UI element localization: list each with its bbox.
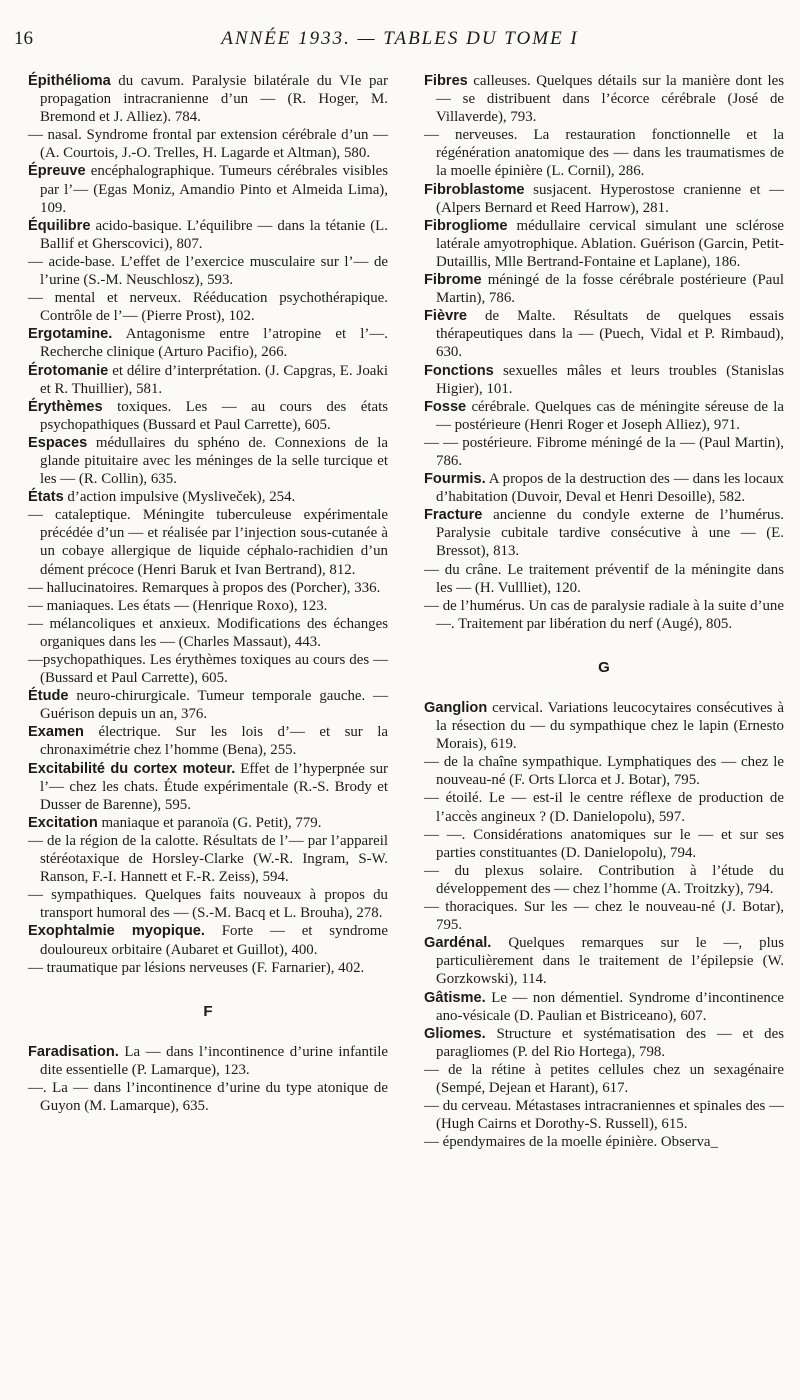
entry-text: acido-basique. L’équilibre — dans la tétanie (L. Ballif et Gherscovici), 807.	[40, 217, 388, 252]
index-entry	[28, 651, 388, 687]
index-entry	[424, 181, 784, 217]
index-entry	[28, 325, 388, 361]
entry-headword: Fourmis.	[424, 471, 486, 488]
entry-headword: Fibres	[424, 73, 468, 89]
entry-headword: Examen	[28, 724, 84, 741]
index-entry	[28, 434, 388, 488]
entry-text: — mental et nerveux. Rééducation psychothérapique. Contrôle de l’— (Pierre Prost), 102.	[28, 290, 388, 325]
running-title: ANNÉE 1933. — TABLES DU TOME I	[221, 28, 579, 49]
entry-text: calleuses. Quelques détails sur la manière dont les — se distribuent dans l’écorce cérébrale (José de Villaverde), 793.	[436, 73, 784, 126]
entry-text: — maniaques. Les états — (Henrique Roxo), 123.	[28, 597, 328, 614]
entry-text: Forte — et syndrome douloureux orbitaire (Aubaret et Guillot), 400.	[40, 923, 388, 958]
entry-headword: Exophtalmie myopique.	[28, 923, 205, 940]
entry-text: d’action impulsive (Mysliveček), 254.	[63, 489, 296, 506]
entry-headword: Fonctions	[424, 362, 494, 379]
section-letter: G	[598, 658, 610, 676]
entry-text: toxiques. Les — au cours des états psychopathiques (Bussard et Paul Carrette), 605.	[40, 398, 388, 433]
index-entry	[28, 1043, 388, 1079]
entry-text: — de l’humérus. Un cas de paralysie radiale à la suite d’une —. Traitement par libération du nerf (Augé), 805.	[424, 597, 784, 632]
entry-text: —psychopathiques. Les érythèmes toxiques au cours des — (Bussard et Paul Carrette), 605.	[28, 652, 388, 687]
entry-text: — mélancoliques et anxieux. Modifications des échanges organiques dans les — (Charles Massaut), 443.	[28, 615, 388, 650]
index-entry	[28, 832, 388, 886]
entry-text: encéphalographique. Tumeurs cérébrales visibles par l’— (Egas Moniz, Amandio Pinto et Almeida Lima), 109.	[40, 163, 388, 216]
entry-text: Le — non démentiel. Syndrome d’incontinence ano-vésicale (D. Paulian et Bistriceano), 607.	[436, 989, 784, 1024]
entry-headword: Espaces	[28, 434, 88, 451]
index-entry	[424, 506, 784, 560]
index-entry	[28, 506, 388, 578]
index-entry	[28, 289, 388, 325]
index-entry	[424, 362, 784, 398]
entry-headword: Épithélioma	[28, 73, 111, 89]
index-entry	[424, 561, 784, 597]
index-entry	[28, 615, 388, 651]
index-entry	[424, 72, 784, 126]
entry-text: — traumatique par lésions nerveuses (F. Farnarier), 402.	[28, 959, 365, 976]
index-entry	[424, 1061, 784, 1097]
index-entry	[28, 760, 388, 814]
index-entry	[28, 597, 388, 615]
entry-text: neuro-chirurgicale. Tumeur temporale gauche. — Guérison depuis un an, 376.	[40, 688, 388, 723]
entry-text: — du cerveau. Métastases intracraniennes et spinales des — (Hugh Cairns et Dorothy-S. Russell), 615.	[424, 1098, 784, 1133]
page-header	[0, 28, 800, 58]
entry-headword: Faradisation.	[28, 1043, 119, 1060]
entry-headword: Gliomes.	[424, 1025, 486, 1042]
entry-text: — de la région de la calotte. Résultats de l’— par l’appareil stéréotaxique de Horsley-Clarke (W.-R. Ingram, S-W. Ranson, F.-I. Hannett et F.-R. Zeiss), 594.	[28, 832, 388, 886]
index-entry	[28, 687, 388, 723]
index-entry	[28, 814, 388, 832]
entry-text: La — dans l’incontinence d’urine infantile dite essentielle (P. Lamarque), 123.	[40, 1043, 388, 1078]
entry-headword: Érotomanie	[28, 362, 109, 379]
index-entry	[424, 699, 784, 753]
entry-text: — hallucinatoires. Remarques à propos des (Porcher), 336.	[28, 579, 381, 596]
entry-headword: Fibrome	[424, 272, 482, 289]
entry-text: ancienne du condyle externe de l’humérus. Paralysie cubitale tardive consécutive à une — (E. Bressot), 813.	[436, 507, 784, 560]
index-entry	[424, 597, 784, 633]
index-entry	[28, 1079, 388, 1115]
page-number: 16	[14, 28, 33, 49]
entry-text: — — postérieure. Fibrome méningé de la — (Paul Martin), 786.	[424, 434, 784, 469]
entry-text: — —. Considérations anatomiques sur le — et sur ses parties constituantes (D. Danielopolu), 794.	[424, 826, 784, 861]
entry-text: médullaires du sphéno de. Connexions de la glande pituitaire avec les méninges de la selle turcique et les — (R. Collin), 635.	[40, 434, 388, 488]
entry-headword: Équilibre	[28, 217, 91, 234]
index-entry	[424, 398, 784, 434]
entry-text: — de la chaîne sympathique. Lymphatiques des — chez le nouveau-né (F. Orts Llorca et J. Botar), 795.	[424, 754, 784, 789]
entry-text: A propos de la destruction des — dans les locaux d’habitation (Duvoir, Deval et Henri Desoille), 582.	[436, 471, 784, 506]
entry-headword: Fracture	[424, 507, 483, 524]
entry-text: méningé de la fosse cérébrale postérieure (Paul Martin), 786.	[436, 272, 784, 307]
entry-text: de Malte. Résultats de quelques essais thérapeutiques dans la — (Puech, Vidal et P. Rimbaud), 630.	[436, 308, 784, 361]
index-entry	[424, 898, 784, 934]
entry-text: du cavum. Paralysie bilatérale du VIe par propagation intracranienne d’un — (R. Hoger, M. Bremond et J. Alliez). 784.	[40, 73, 388, 126]
entry-headword: Étude	[28, 688, 69, 705]
entry-text: et délire d’interprétation. (J. Capgras, E. Joaki et R. Thuillier), 581.	[40, 362, 388, 397]
entry-text: — du crâne. Le traitement préventif de la méningite dans les — (H. Vullliet), 120.	[424, 561, 784, 596]
index-entry	[424, 1025, 784, 1061]
entry-headword: Ergotamine.	[28, 326, 113, 343]
entry-text: sexuelles mâles et leurs troubles (Stanislas Higier), 101.	[436, 362, 784, 397]
entry-headword: Excitabilité du cortex moteur.	[28, 760, 236, 777]
index-entry	[424, 753, 784, 789]
index-entry	[424, 826, 784, 862]
entry-text: médullaire cervical simulant une sclérose latérale amyotrophique. Ablation. Guérison (Garcin, Petit-Dutaillis, Mlle Bertrand-Fontaine et Laplane), 186.	[436, 217, 784, 270]
entry-headword: Gâtisme.	[424, 989, 486, 1006]
entry-text: — cataleptique. Méningite tuberculeuse expérimentale précédée d’un — et réalisée par l’injection sous-cutanée à un cobaye allergique de liquide céphalo-rachidien d’un dément précoce (Henri Baruk et Ivan Bertrand), 812.	[28, 507, 388, 578]
index-entry	[28, 959, 388, 977]
index-entry	[28, 72, 388, 126]
index-entry	[28, 723, 388, 759]
index-entry	[28, 488, 388, 506]
index-entry	[424, 217, 784, 271]
entry-text: — épendymaires de la moelle épinière. Observa_	[424, 1134, 718, 1151]
entry-headword: Fosse	[424, 398, 467, 415]
index-entry	[28, 162, 388, 216]
index-entry	[424, 1097, 784, 1133]
entry-text: — nerveuses. La restauration fonctionnelle et la régénération anatomique des — dans les traumatismes de la moelle épinière (L. Cornil), 286.	[424, 127, 784, 180]
entry-text: — étoilé. Le — est-il le centre réflexe de production de l’accès angineux ? (D. Danielopolu), 597.	[424, 790, 784, 825]
index-entry	[28, 217, 388, 253]
entry-text: — thoraciques. Sur les — chez le nouveau-né (J. Botar), 795.	[424, 899, 784, 934]
entry-text: électrique. Sur les lois d’— et sur la chronaximétrie chez l’homme (Bena), 255.	[40, 724, 388, 759]
entry-text: — sympathiques. Quelques faits nouveaux à propos du transport humoral des — (S.-M. Bacq et L. Brouha), 278.	[28, 887, 388, 922]
entry-text: — nasal. Syndrome frontal par extension cérébrale d’un — (A. Courtois, J.-O. Trelles, H. Lagarde et Altman), 580.	[28, 127, 388, 162]
entry-text: Effet de l’hyperpnée sur l’— chez les chats. Étude expérimentale (R.-S. Brody et Dusser de Barenne), 595.	[40, 760, 388, 813]
right-column	[424, 72, 784, 1151]
entry-text: Antagonisme entre l’atropine et l’—. Recherche clinique (Arturo Pacifio), 266.	[40, 326, 388, 361]
entry-headword: Gardénal.	[424, 935, 492, 952]
entry-headword: Épreuve	[28, 163, 86, 180]
index-entry	[424, 862, 784, 898]
entry-headword: Fibroblastome	[424, 181, 525, 198]
index-entry	[28, 398, 388, 434]
index-entry	[28, 362, 388, 398]
entry-headword: Fibrogliome	[424, 217, 508, 234]
left-column	[28, 72, 388, 1115]
entry-text: susjacent. Hyperostose cranienne et — (Alpers Bernard et Reed Harrow), 281.	[436, 181, 784, 216]
entry-text: maniaque et paranoïa (G. Petit), 779.	[97, 814, 322, 831]
entry-text: Structure et systématisation des — et des paragliomes (P. del Rio Hortega), 798.	[436, 1025, 784, 1060]
index-entry	[424, 1133, 784, 1151]
index-entry	[424, 470, 784, 506]
index-entry	[424, 989, 784, 1025]
entry-headword: Fièvre	[424, 308, 467, 325]
index-entry	[424, 934, 784, 988]
index-entry	[424, 434, 784, 470]
entry-headword: Excitation	[28, 814, 98, 831]
index-entry	[424, 307, 784, 361]
index-entry	[28, 126, 388, 162]
entry-headword: États	[28, 489, 64, 506]
section-letter: F	[203, 1002, 213, 1020]
entry-text: — du plexus solaire. Contribution à l’étude du développement des — chez l’homme (A. Troitzky), 794.	[424, 862, 784, 897]
index-entry	[424, 789, 784, 825]
index-entry	[28, 886, 388, 922]
index-entry	[424, 126, 784, 180]
index-entry	[424, 271, 784, 307]
entry-text: —. La — dans l’incontinence d’urine du type atonique de Guyon (M. Lamarque), 635.	[28, 1079, 388, 1115]
entry-text: — de la rétine à petites cellules chez un sexagénaire (Sempé, Dejean et Harant), 617.	[424, 1061, 784, 1096]
entry-headword: Érythèmes	[28, 398, 103, 415]
entry-text: — acide-base. L’effet de l’exercice musculaire sur l’— de l’urine (S.-M. Neuschlosz), 593.	[28, 253, 388, 289]
entry-headword: Ganglion	[424, 700, 488, 716]
index-entry	[28, 922, 388, 958]
entry-text: Quelques remarques sur le —, plus particulièrement dans le traitement de l’épilepsie (W. Gorzkowski), 114.	[436, 935, 784, 988]
index-entry	[28, 253, 388, 289]
entry-text: cervical. Variations leucocytaires consécutives à la résection du — du sympathique chez le lapin (Ernesto Morais), 619.	[436, 700, 784, 753]
index-entry	[28, 579, 388, 597]
entry-text: cérébrale. Quelques cas de méningite séreuse de la — postérieure (Henri Roger et Joseph Alliez), 971.	[436, 398, 784, 433]
